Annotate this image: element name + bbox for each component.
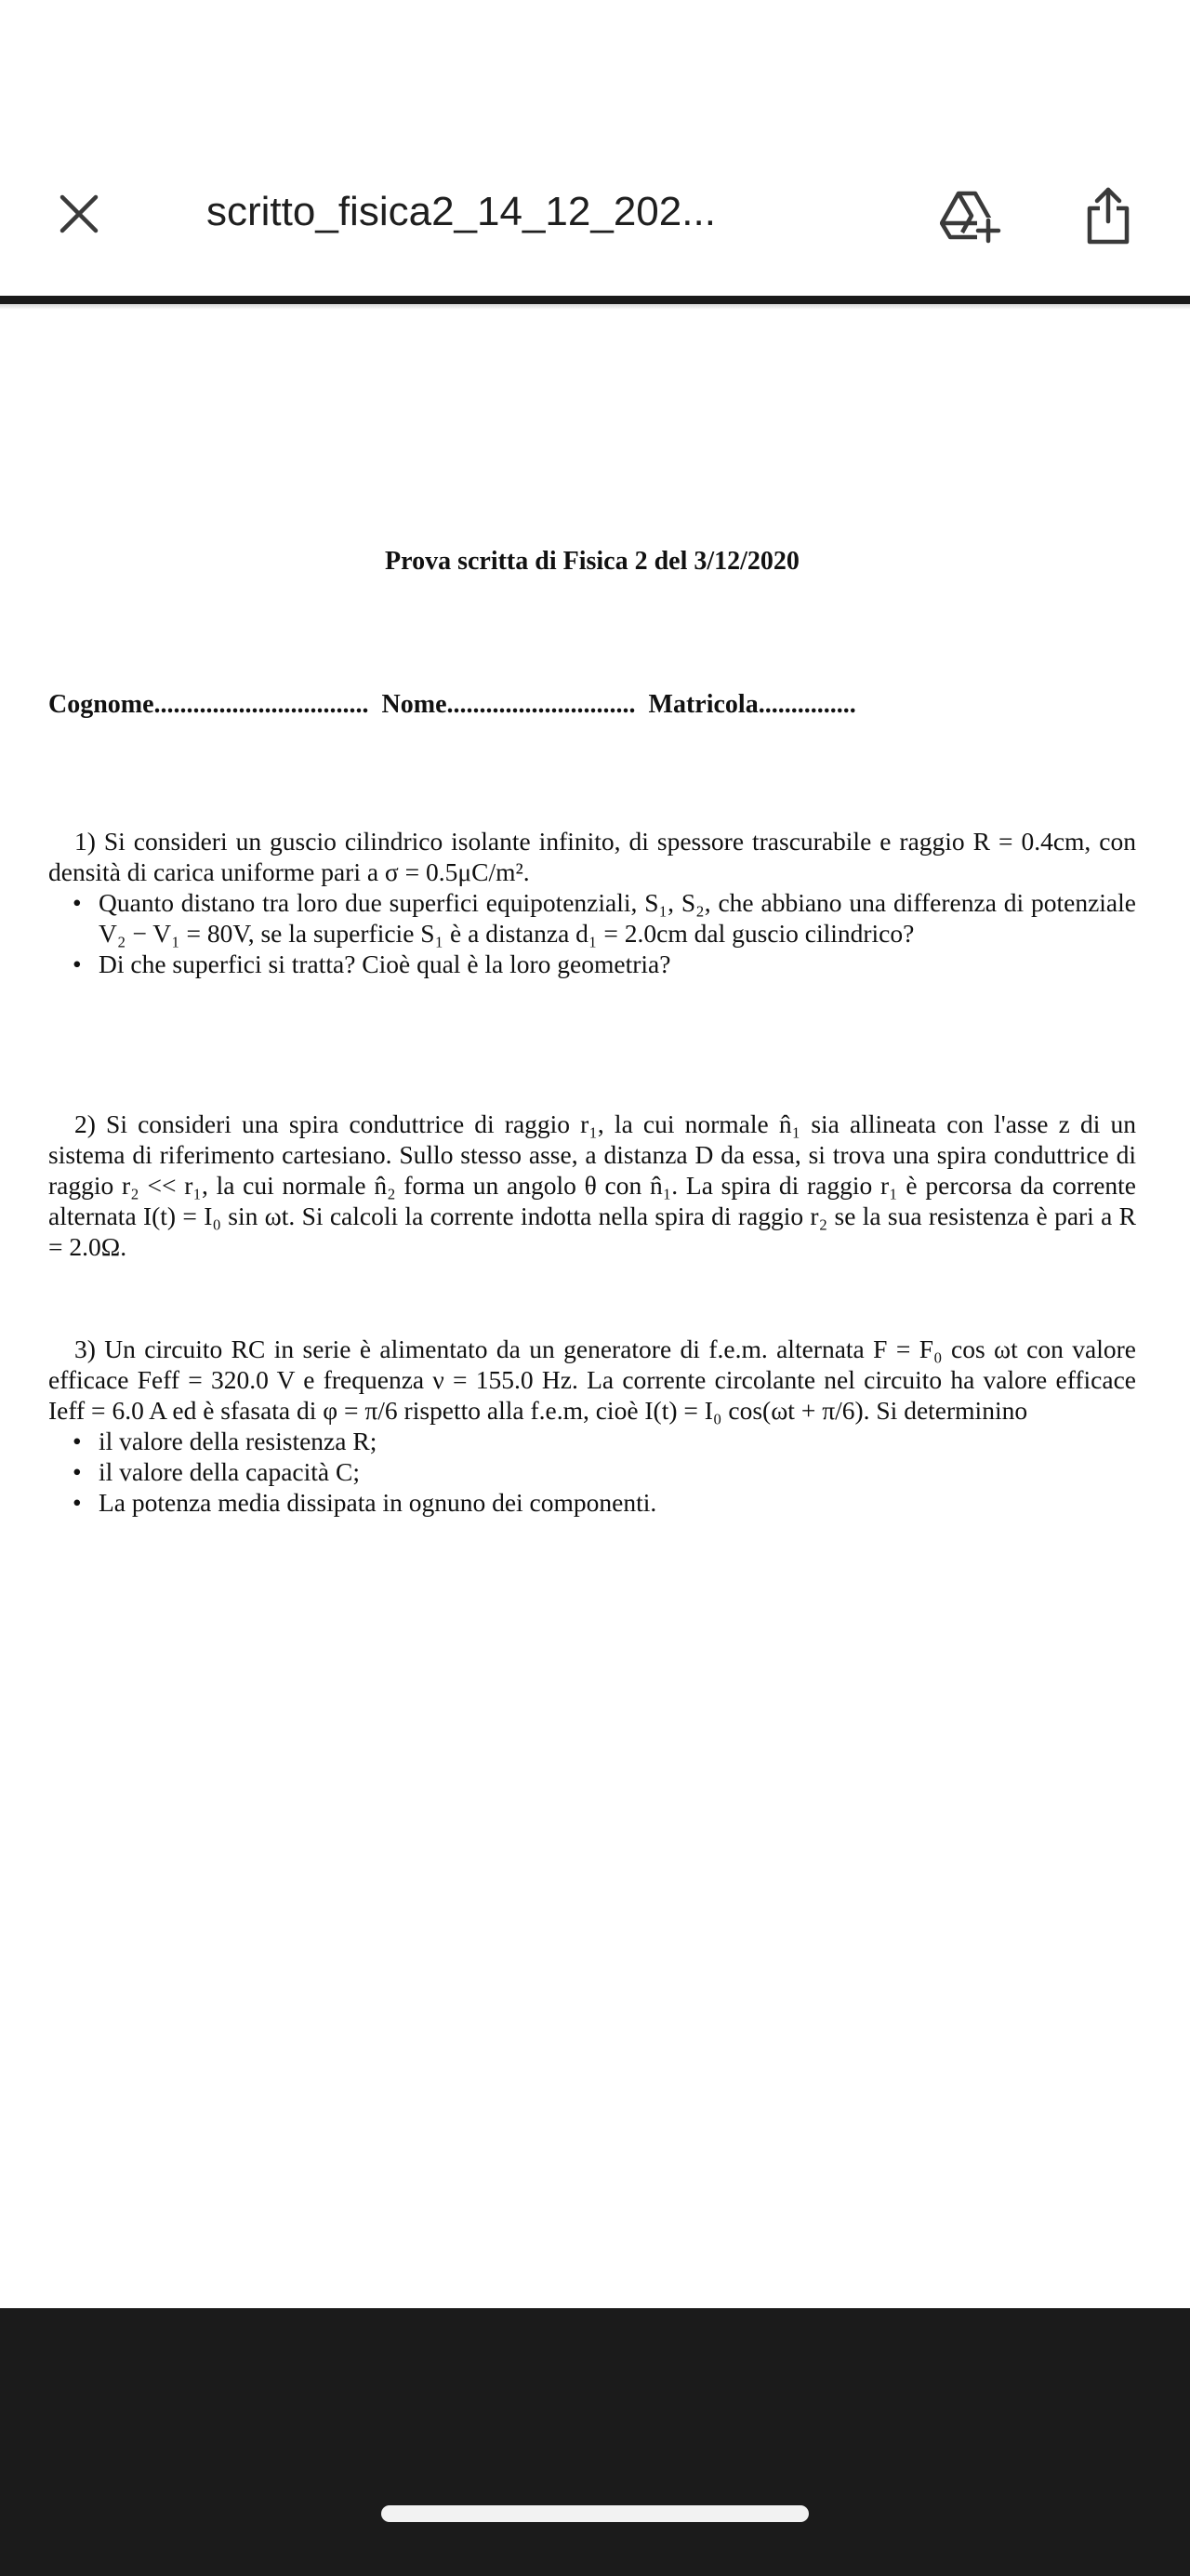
problem-3-text: 3) Un circuito RC in serie è alimentato da un generatore di f.e.m. alternata F = F₀ cos ωt con valore efficace Feff = 320.0 V e frequenza ν = 155.0 Hz. La corrente circolante nel circuito ha valore efficace Ieff = 6.0 A ed è sfasata di φ = π/6 rispetto alla f.e.m, cioè I(t) = I₀ cos(ωt + π/6). Si determinino [48, 1334, 1136, 1425]
list-item [73, 887, 1136, 949]
share-icon [1085, 186, 1131, 246]
close-icon [59, 193, 99, 234]
list-item [73, 949, 1136, 979]
list-item [73, 1456, 1136, 1487]
problem-3 [48, 1334, 1136, 1518]
list-item [73, 1426, 1136, 1456]
student-fields [48, 690, 1136, 720]
bullet-icon: • [73, 888, 82, 917]
nome-field: Nome............................. [381, 690, 636, 719]
problem-3-question-1: il valore della resistenza R; [99, 1427, 377, 1455]
problem-2-text: 2) Si consideri una spira conduttrice di raggio r₁, la cui normale n̂₁ sia allineata con l'asse z di un sistema di riferimento cartesiano. Sullo stesso asse, a distanza D da essa, si trova una spira conduttrice di raggio r₂ << r₁, la cui normale n̂₂ forma un angolo θ con n̂₁. La spira di raggio r₁ è percorsa da corrente alternata I(t) = I₀ sin ωt. Si calcoli la corrente indotta nella spira di raggio r₂ se la sua resistenza è pari a R = 2.0Ω. [48, 1109, 1136, 1261]
close-button[interactable] [46, 181, 112, 246]
share-button[interactable] [1071, 179, 1145, 253]
problem-1-questions [48, 887, 1136, 979]
home-indicator[interactable] [381, 2505, 809, 2522]
problem-3-question-2: il valore della capacità C; [99, 1457, 360, 1486]
exam-title: Prova scritta di Fisica 2 del 3/12/2020 [385, 547, 800, 576]
problem-3-question-3: La potenza media dissipata in ognuno dei componenti. [99, 1488, 657, 1517]
bullet-icon: • [73, 949, 82, 978]
matricola-field: Matricola............... [648, 690, 856, 719]
bullet-icon: • [73, 1427, 82, 1455]
add-to-drive-button[interactable] [933, 179, 1008, 253]
bullet-icon: • [73, 1457, 82, 1486]
problem-1-text: 1) Si consideri un guscio cilindrico isolante infinito, di spessore trascurabile e raggio R = 0.4cm, con densità di carica uniforme pari a σ = 0.5μC/m². [48, 827, 1136, 886]
bullet-icon: • [73, 1488, 82, 1517]
list-item [73, 1487, 1136, 1518]
toolbar-shadow [0, 304, 1190, 310]
problem-1-question-2: Di che superfici si tratta? Cioè qual è la loro geometria? [99, 949, 671, 978]
problem-1-question-1: Quanto distano tra loro due superfici equipotenziali, S₁, S₂, che abbiano una differenza di potenziale V₂ − V₁ = 80V, se la superficie S₁ è a distanza d₁ = 2.0cm dal guscio cilindrico? [99, 888, 1136, 948]
problem-2 [48, 1109, 1136, 1262]
bottom-bar [0, 2308, 1190, 2576]
problem-3-questions [48, 1426, 1136, 1518]
problem-1 [48, 826, 1136, 979]
viewer-toolbar [0, 0, 1190, 298]
cognome-field: Cognome................................. [48, 690, 369, 719]
toolbar-divider [0, 296, 1190, 304]
file-title: scritto_fisica2_14_12_202... [206, 189, 716, 234]
add-to-drive-icon [940, 188, 1001, 244]
